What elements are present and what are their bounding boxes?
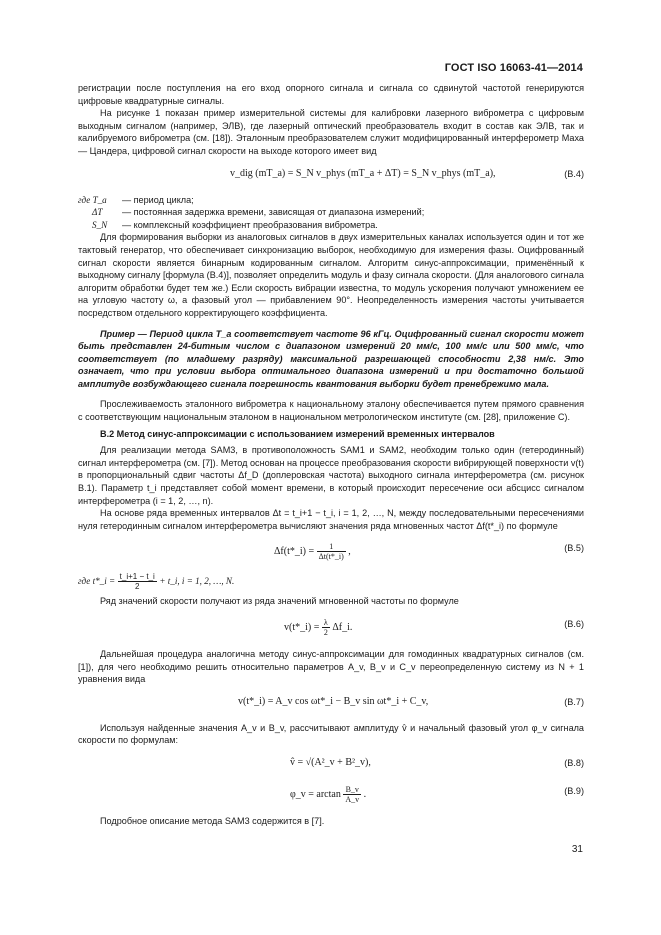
equation-b6 xyxy=(78,616,584,640)
paragraph-figure-description: На рисунке 1 показан пример измерительной системы для калибровки лазерного виброметра с цифровым выходным сигналом (например, ЭЛВ), где лазерный оптический преобразователь входит в состав как ЭЛВ, так и калибруемого виброметра (см. [18]). Эталонным преобразователем служит модифицированный интерферометр Маха — Цандера, цифровой сигнал скорости на выходе которого имеет вид xyxy=(78,108,584,156)
where-item xyxy=(78,206,584,219)
equation-b8-number: (B.8) xyxy=(564,757,584,768)
equation-b8 xyxy=(78,755,584,775)
paragraph-continuation: регистрации после поступления на его вход опорного сигнала и сигнала со сдвинутой частотой генерируются цифровые квадратурные сигналы. xyxy=(78,83,584,106)
equation-b9 xyxy=(78,783,584,807)
where-b5-fraction xyxy=(118,572,157,591)
paragraph-sam3: Для реализации метода SAM3, в противоположность SAM1 и SAM2, необходим только один (гетеродинный) сигнал интерферометра (см. [7]). Метод основан на процессе преобразования скорости вибрирующей поверхности v(t) в пропорциональный сдвиг частоты Δf_D (доплеровская частота) выходного сигнала интерферометра (см. рисунок B.1). Параметр t_i представляет собой момент времени, в который происходит пересечение оси абсцисс сигналом интерферометра (i = 1, 2, …, n). xyxy=(78,445,584,506)
where-symbol: ΔT xyxy=(92,207,103,218)
equation-b4-body: v_dig (mT_a) = S_N v_phys (mT_a + ΔT) = S_N v_phys (mT_a), xyxy=(230,167,496,179)
where-item xyxy=(78,194,584,207)
equation-b9-lhs: φ_v = arctan xyxy=(290,788,341,800)
fraction-numerator: λ xyxy=(322,618,330,628)
where-b5 xyxy=(78,572,584,591)
paragraph-amplitude-phase: Используя найденные значения A_v и B_v, рассчитывают амплитуду v̂ и начальный фазовый угол φ_v сигнала скорости по формулам: xyxy=(78,722,584,746)
equation-b5-lhs: Δf(t*_i) = xyxy=(274,546,315,558)
equation-b7-number: (B.7) xyxy=(564,696,584,707)
fraction-numerator: 1 xyxy=(317,542,346,552)
where-list-b4 xyxy=(78,194,584,232)
where-text: — период цикла; xyxy=(122,194,194,205)
equation-b5-tail: , xyxy=(348,546,351,558)
paragraph-time-intervals: На основе ряда временных интервалов Δt = t_i+1 − t_i, i = 1, 2, …, N, между последовательными пересечениями нуля гетеродинным сигналом интерферометра вычисляют значения ряда мгновенных частот Δf(t*_i) по формуле xyxy=(78,508,584,531)
fraction-numerator: B_v xyxy=(343,785,361,795)
fraction-denominator: Δt(t*_i) xyxy=(318,552,344,562)
equation-b9-fraction xyxy=(343,785,361,804)
section-heading-b2: B.2 Метод синус-аппроксимации с использованием измерений временных интервалов xyxy=(100,428,495,439)
equation-b6-fraction xyxy=(322,618,330,637)
fraction-numerator: t_i+1 − t_i xyxy=(119,572,155,582)
equation-b5-body xyxy=(274,542,351,561)
where-symbol: S_N xyxy=(92,219,108,230)
equation-b8-body: v̂ = √(A²_v + B²_v), xyxy=(290,756,371,768)
equation-b6-lhs: v(t*_i) = xyxy=(284,621,320,633)
equation-b9-tail: . xyxy=(363,788,367,800)
equation-b7 xyxy=(78,694,584,714)
equation-b9-number: (B.9) xyxy=(564,785,584,796)
fraction-denominator: 2 xyxy=(323,628,328,637)
where-item xyxy=(78,219,584,232)
where-text: — постоянная задержка времени, зависящая от диапазона измерений; xyxy=(122,207,425,218)
equation-b6-tail: Δf_i. xyxy=(332,621,353,633)
equation-b4 xyxy=(78,166,584,186)
page-content xyxy=(78,82,584,828)
equation-b9-body xyxy=(290,785,366,804)
equation-b7-body: v(t*_i) = A_v cos ωt*_i − B_v sin ωt*_i + C_v, xyxy=(238,695,429,707)
where-text: — комплексный коэффициент преобразования виброметра. xyxy=(122,219,378,230)
equation-b5 xyxy=(78,540,584,564)
paragraph-traceability: Прослеживаемость эталонного виброметра к национальному эталону обеспечивается путем прямого сравнения с соответствующим национальным эталоном в национальном метрологическом институте (см. [28], приложение C). xyxy=(78,399,584,423)
paragraph-sampling: Для формирования выборки из аналоговых сигналов в двух измерительных каналах используется один и тот же тактовый генератор, что обеспечивает синхронизацию выборок, необходимую для измерения фазы. Оцифрованный сигнал скорости является бинарным кодированным сигналом. Алгоритм синус-аппроксимации, применённый к выходному сигналу [формула (B.4)], позволяет определить модуль и фазу сигнала скорости. (Для аналогового сигнала алгоритм обработки будет тем же.) Если скорость вибрации известна, то модуль ускорения получают умножением ее на угловую частоту ω, а фазовый угол — прибавлением 90°. Неопределенность измерения частоты учитывается посредством отдельного корректирующего коэффициента. xyxy=(78,232,584,318)
paragraph-procedure: Дальнейшая процедура аналогична методу синус-аппроксимации для гомодинных квадратурных сигналов (см. [1]), для чего необходимо решить относительно параметров A_v, B_v и C_v переопределенную систему из N + 1 уравнения вида xyxy=(78,649,584,685)
paragraph-reference: Подробное описание метода SAM3 содержится в [7]. xyxy=(100,815,325,826)
equation-b6-body xyxy=(284,618,352,637)
equation-b5-fraction xyxy=(317,542,346,561)
equation-b4-number: (B.4) xyxy=(564,168,584,179)
where-b5-suffix: + t_i, i = 1, 2, …, N. xyxy=(159,576,235,587)
fraction-denominator: A_v xyxy=(345,794,360,804)
where-symbol: где T_a xyxy=(78,194,107,205)
where-b5-prefix: где t*_i = xyxy=(78,576,116,587)
equation-b6-number: (B.6) xyxy=(564,619,584,629)
example-note: Пример — Период цикла T_a соответствует частоте 96 кГц. Оцифрованный сигнал скорости может быть представлен 24-битным числом с диапазоном измерений 20 мм/с, 100 мм/с или 500 мм/с, что соответствует (по младшему разряду) максимальной разрешающей способности 2,38 нм/с. Это означает, что при условии выбора оптимального диапазона измерений и при достаточно большой амплитуде возбуждающего сигнала погрешность квантования выборки будет пренебрежимо мала. xyxy=(78,328,584,389)
page-number: 31 xyxy=(571,844,583,855)
equation-b5-number: (B.5) xyxy=(564,543,584,554)
standard-header: ГОСТ ISO 16063-41—2014 xyxy=(444,62,583,74)
fraction-denominator: 2 xyxy=(135,582,140,592)
paragraph-velocity-series: Ряд значений скорости получают из ряда значений мгновенной частоты по формуле xyxy=(100,596,459,607)
